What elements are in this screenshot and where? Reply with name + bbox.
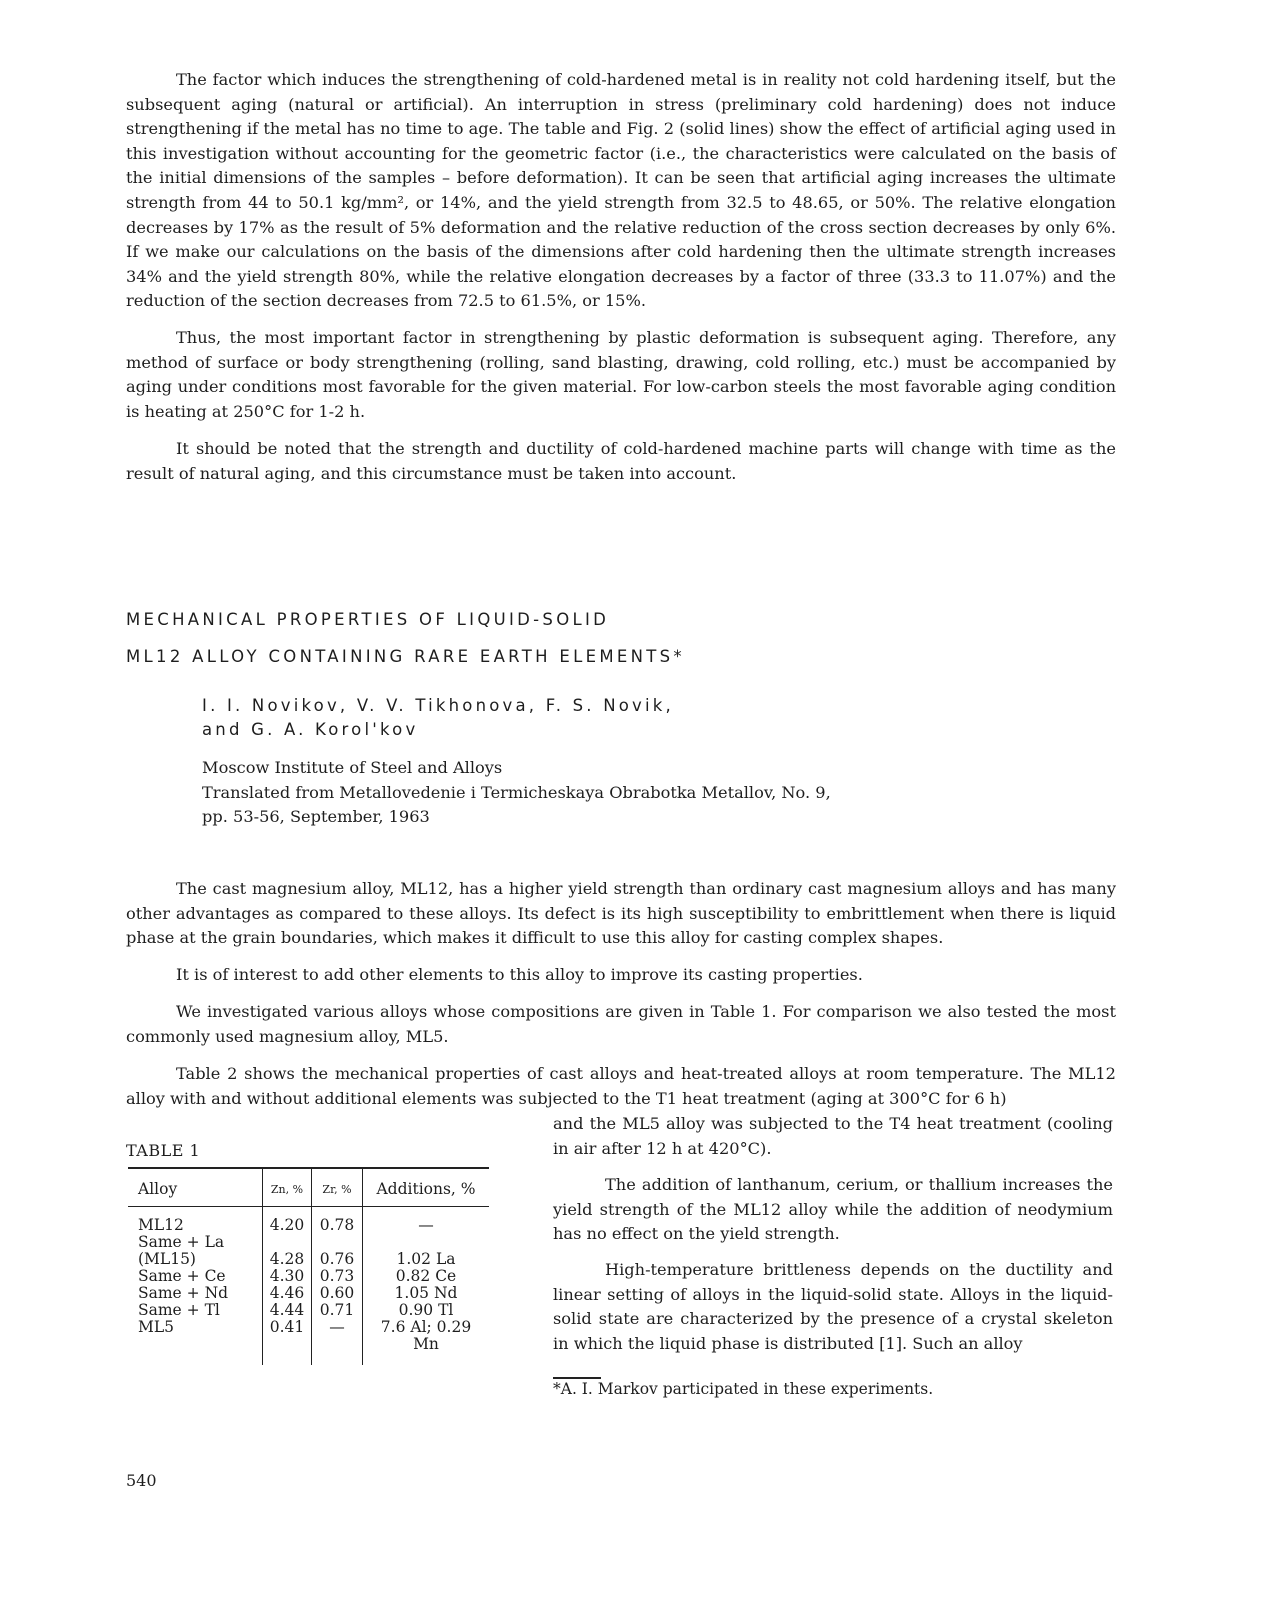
table-cell-zn: 4.46 [263,1285,312,1302]
table-header-zn: Zn, % [263,1168,312,1207]
table-1 [128,1167,489,1365]
footnote-rule [553,1377,601,1379]
table-cell-alloy: Same + La (ML15) [138,1233,225,1268]
table-header-additions: Additions, % [363,1168,490,1207]
table-row [128,1319,489,1365]
translation-source: Translated from Metallovedenie i Termicheskaya Obrabotka Metallov, No. 9, [202,782,831,802]
table-cell-zr: — [312,1319,363,1365]
table-cell-additions: 1.02 La [363,1234,490,1268]
pages-date: pp. 53-56, September, 1963 [202,807,430,826]
table-cell-alloy: ML5 [138,1318,175,1336]
authors-line-1: I. I. Novikov, V. V. Tikhonova, F. S. Novik, [202,696,674,715]
table-cell-zn: 4.30 [263,1268,312,1285]
affiliation: Moscow Institute of Steel and Alloys [202,758,503,777]
table-header-alloy: Alloy [128,1168,263,1207]
article-title-line-1: MECHANICAL PROPERTIES OF LIQUID-SOLID [126,610,610,629]
table-cell-zr: 0.60 [312,1285,363,1302]
table-cell-zr: 0.78 [312,1207,363,1235]
table-cell-additions: — [363,1207,490,1235]
body-paragraph-4: Table 2 shows the mechanical properties of cast alloys and heat-treated alloys at room temperature. The ML12 alloy with and without additional elements was subjected to the T1 heat treatment (aging at 300°C for 6 h) [126,1064,1116,1108]
table-row [128,1285,489,1302]
authors [202,694,674,742]
table-cell-additions: 0.82 Ce [363,1268,490,1285]
table-cell-zr: 0.76 [312,1234,363,1268]
intro-paragraph-2: Thus, the most important factor in strengthening by plastic deformation is subsequent aging. Therefore, any method of surface or body strengthening (rolling, sand blasting, drawing, cold rolling, etc.) must be accompanied by aging under conditions most favorable for the given material. For low-carbon steels the most favorable aging condition is heating at 250°C for 1-2 h. [126,328,1116,421]
table-cell-additions: 7.6 Al; 0.29 Mn [363,1319,490,1365]
right-column-paragraph-2: The addition of lanthanum, cerium, or thallium increases the yield strength of the ML12 alloy while the addition of neodymium has no effect on the yield strength. [553,1175,1113,1243]
table-1-label: TABLE 1 [126,1141,201,1160]
page-number: 540 [126,1471,157,1490]
intro-paragraph-3: It should be noted that the strength and ductility of cold-hardened machine parts will change with time as the result of natural aging, and this circumstance must be taken into account. [126,439,1116,483]
table-cell-zr: 0.73 [312,1268,363,1285]
body-paragraph-1: The cast magnesium alloy, ML12, has a higher yield strength than ordinary cast magnesium alloys and has many other advantages as compared to these alloys. Its defect is its high susceptibility to embrittlement when there is liquid phase at the grain boundaries, which makes it difficult to use this alloy for casting complex shapes. [126,879,1116,948]
footnote: *A. I. Markov participated in these experiments. [553,1380,934,1398]
body-paragraph-3: We investigated various alloys whose compositions are given in Table 1. For comparison we also tested the most commonly used magnesium alloy, ML5. [126,1002,1116,1046]
table-cell-additions: 0.90 Tl [363,1302,490,1319]
article-title-line-2: ML12 ALLOY CONTAINING RARE EARTH ELEMENTS* [126,647,685,666]
table-row [128,1207,489,1235]
table-row [128,1302,489,1319]
table-cell-alloy: ML12 [138,1216,184,1234]
right-column-paragraph-1: and the ML5 alloy was subjected to the T4 heat treatment (cooling in air after 12 h at 420°C). [553,1114,1113,1158]
table-header-zr: Zr, % [312,1168,363,1207]
right-column-paragraph-3: High-temperature brittleness depends on the ductility and linear setting of alloys in the liquid-solid state. Alloys in the liquid-solid state are characterized by the presence of a crystal skeleton in which the liquid phase is distributed [1]. Such an alloy [553,1260,1113,1353]
table-cell-alloy: Same + Tl [138,1301,220,1319]
table-header-row [128,1168,489,1207]
table-cell-zr: 0.71 [312,1302,363,1319]
affiliation-block [202,756,831,830]
table-cell-additions: 1.05 Nd [363,1285,490,1302]
table-cell-zn: 4.44 [263,1302,312,1319]
table-cell-alloy: Same + Nd [138,1284,229,1302]
body-paragraph-2: It is of interest to add other elements to this alloy to improve its casting properties. [176,965,863,984]
table-cell-zn: 0.41 [263,1319,312,1365]
intro-paragraph-1: The factor which induces the strengthening of cold-hardened metal is in reality not cold hardening itself, but the subsequent aging (natural or artificial). An interruption in stress (preliminary cold hardening) does not induce strengthening if the metal has no time to age. The table and Fig. 2 (solid lines) show the effect of artificial aging used in this investigation without accounting for the geometric factor (i.e., the characteristics were calculated on the basis of the initial dimensions of the samples – before deformation). It can be seen that artificial aging increases the ultimate strength from 44 to 50.1 kg/mm², or 14%, and the yield strength from 32.5 to 48.65, or 50%. The relative elongation decreases by 17% as the result of 5% deformation and the relative reduction of the cross section decreases by only 6%. If we make our calculations on the basis of the dimensions after cold hardening then the ultimate strength increases 34% and the yield strength 80%, while the relative elongation decreases by a factor of three (33.3 to 11.07%) and the reduction of the section decreases from 72.5 to 61.5%, or 15%. [126,70,1116,311]
table-row [128,1268,489,1285]
table-cell-alloy: Same + Ce [138,1267,226,1285]
table-cell-zn: 4.20 [263,1207,312,1235]
table-row [128,1234,489,1268]
authors-line-2: and G. A. Korol'kov [202,720,419,739]
table-cell-zn: 4.28 [263,1234,312,1268]
